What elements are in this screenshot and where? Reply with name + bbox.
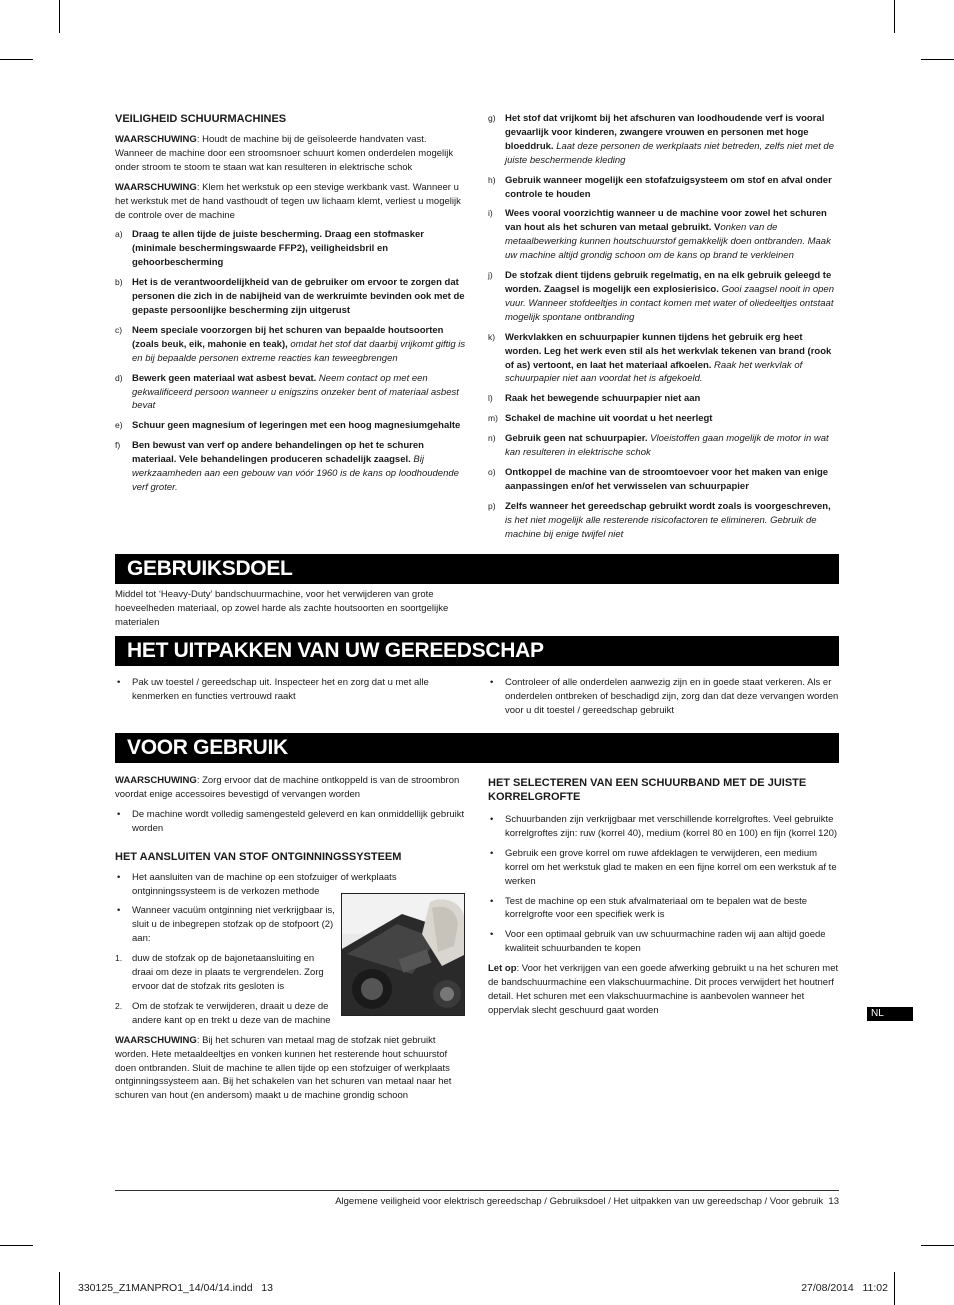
crop-mark: [0, 1245, 33, 1246]
safety-item: k) Werkvlakken en schuurpapier kunnen tijdens het gebruik erg heet worden. Leg het werk even stil als het werkvlak tekenen van brand (rook of as) vertoont, en laat het materiaal afkoelen. Raak het werkvlak of schuurpapier niet aan voordat het is afgekoeld.: [488, 331, 832, 385]
safety-item: l) Raak het bewegende schuurpapier niet aan: [488, 393, 701, 405]
bullet-item: • Pak uw toestel / gereedschap uit. Inspecteer het en zorg dat u met alle kenmerken en functies vertrouwd raakt: [115, 676, 467, 704]
sander-illustration: [342, 894, 465, 1016]
crop-mark: [59, 0, 60, 33]
step-item: 2. Om de stofzak te verwijderen, draait u deze de andere kant op en trekt u deze van de machine: [115, 1000, 331, 1026]
warning-paragraph: WAARSCHUWING: Klem het werkstuk op een stevige werkbank vast. Wanneer u het werkstuk met de hand vasthoudt of tegen uw lichaam klemt, verliest u mogelijk de controle over de machine: [115, 181, 461, 221]
safety-item: a) Draag te allen tijde de juiste bescherming. Draag een stofmasker (minimale beschermingswaarde FFP2), veiligheidsbril en gehoorbescherming: [115, 229, 424, 269]
warning-paragraph: WAARSCHUWING: Bij het schuren van metaal mag de stofzak niet gebruikt worden. Hete metaaldeeltjes en vonken kunnen het resterende hout schuurstof doen ontbranden. Sluit de machine te allen tijde op een stofzuiger of werkplaats ontginningssysteem aan. Bij het schakelen van het schuren van metaal naar het schuren van hout (en andersom) maakt u de machine grondig schoon: [115, 1034, 452, 1102]
safety-item: e) Schuur geen magnesium of legeringen met een hoog magnesiumgehalte: [115, 420, 461, 432]
bullet-item: • Schuurbanden zijn verkrijgbaar met verschillende korrelgroftes. Veel gebruikte korrelgroftes zijn: ruw (korrel 40), medium (korrel 80 en 100) en fijn (korrel 120): [488, 813, 840, 841]
safety-item: o) Ontkoppel de machine van de stroomtoevoer voor het maken van enige aanpassingen en/of het verwisselen van schuurpapier: [488, 466, 829, 492]
section-banner-uitpakken: HET UITPAKKEN VAN UW GEREEDSCHAP: [115, 636, 839, 666]
safety-right-column: [488, 112, 840, 547]
safety-item: b) Het is de verantwoordelijkheid van de gebruiker om ervoor te zorgen dat personen die zich in de nabijheid van de werkruimte bevinden ook met de gepaste persoonlijke bescherming zijn uitgerust: [115, 277, 465, 316]
print-slug-file: 330125_Z1MANPRO1_14/04/14.indd 13: [78, 1282, 273, 1294]
language-tab: NL: [867, 1007, 913, 1021]
voor-gebruik-right: [488, 774, 840, 1024]
bullet-item: • De machine wordt volledig samengesteld geleverd en kan onmiddellijk gebruikt worden: [115, 808, 467, 836]
safety-left-column: [115, 112, 467, 501]
safety-item: n) Gebruik geen nat schuurpapier. Vloeistoffen gaan mogelijk de motor in wat kan resulteren in elektrische schok: [488, 433, 829, 459]
dust-bag-photo: [341, 893, 465, 1016]
crop-mark: [894, 1272, 895, 1305]
safety-item: i) Wees vooral voorzichtig wanneer u de machine voor zowel het schuren van hout als het schuren van metaal gebruikt. Vonken van de metaalbewerking kunnen houtschuurstof gemakkelijk doen ontbranden. Maak uw machine altijd grondig schoon om de kans op brand te verkleinen: [488, 208, 831, 262]
band-heading: HET SELECTEREN VAN EEN SCHUURBAND MET DE JUISTE KORRELGROFTE: [488, 777, 807, 803]
safety-item: c) Neem speciale voorzorgen bij het schuren van bepaalde houtsoorten (zoals beuk, eik, mahonie en teak), omdat het stof dat daarbij vrijkomt giftig is en bij bepaalde personen extreme reacties kan teweegbrengen: [115, 324, 466, 364]
safety-item: p) Zelfs wanneer het gereedschap gebruikt wordt zoals is voorgeschreven, is het niet mogelijk alle resterende risicofactoren te elimineren. Gebruik de machine bij enige twijfel niet: [488, 500, 831, 540]
page-number: 13: [828, 1196, 839, 1207]
bullet-item: • Test de machine op een stuk afvalmateriaal om te bepalen wat de beste korrelgrofte voor een specifiek werk is: [488, 895, 840, 923]
print-slug-date: 27/08/2014 11:02: [801, 1282, 888, 1294]
footer-rule: [115, 1190, 839, 1191]
safety-item: j) De stofzak dient tijdens gebruik regelmatig, en na elk gebruik geleegd te worden. Zaagsel is mogelijk een explosierisico. Gooi zaagsel nooit in open vuur. Wanneer stofdeeltjes in contact komen met water of oliedeeltjes ontstaat mogelijk spontane ontbranding: [488, 270, 834, 323]
warning-paragraph: WAARSCHUWING: Zorg ervoor dat de machine ontkoppeld is van de stroombron voordat enige accessoires bevestigd of vervangen worden: [115, 775, 460, 800]
bullet-item: • Gebruik een grove korrel om ruwe afdeklagen te verwijderen, een medium korrel om het werkstuk glad te maken en een fijne korrel om een werkstuk af te werken: [488, 847, 840, 889]
section-banner-voor-gebruik: VOOR GEBRUIK: [115, 733, 839, 763]
uitpakken-right: [488, 676, 840, 724]
note-paragraph: Let op: Voor het verkrijgen van een goede afwerking gebruikt u na het schuren met de bandschuurmachine een vlakschuurmachine. Dit proces verwijdert het houtnerf detail. Het schuren met een vlakschuurmachine is aanbevolen wanneer het oppervlak slecht geschuurd gaat worden: [488, 963, 839, 1016]
safety-item: h) Gebruik wanneer mogelijk een stofafzuigsysteem om stof en afval onder controle te houden: [488, 174, 832, 200]
crop-mark: [921, 1245, 954, 1246]
bullet-item: • Voor een optimaal gebruik van uw schuurmachine raden wij aan altijd goede kwaliteit schuurbanden te kopen: [488, 928, 840, 956]
gebruiksdoel-text: Middel tot ‘Heavy-Duty’ bandschuurmachine, voor het verwijderen van grote hoeveelheden materiaal, op zowel harde als zachte houtsoorten en soortgelijke materialen: [115, 589, 449, 628]
safety-item: d) Bewerk geen materiaal wat asbest bevat. Neem contact op met een gekwalificeerd persoon wanneer u enigszins onzeker bent of materiaal asbest bevat: [115, 372, 459, 412]
safety-heading: VEILIGHEID SCHUURMACHINES: [115, 113, 287, 125]
step-item: 1. duw de stofzak op de bajonetaansluiting en draai om deze in plaats te vergrendelen. Zorg ervoor dat de stofzak rits gesloten is: [115, 953, 324, 992]
crop-mark: [894, 0, 895, 33]
footer: [335, 1196, 839, 1207]
section-banner-gebruiksdoel: GEBRUIKSDOEL: [115, 554, 839, 584]
crop-mark: [0, 59, 33, 60]
crop-mark: [59, 1272, 60, 1305]
safety-item: f) Ben bewust van verf op andere behandelingen op het te schuren materiaal. Vele behandelingen produceren schadelijk zaagsel. Bij werkzaamheden aan een gebouw van vóór 1960 is de kans op loodhoudende verf groter.: [115, 440, 459, 493]
safety-item: m) Schakel de machine uit voordat u het neerlegt: [488, 413, 713, 425]
safety-item: g) Het stof dat vrijkomt bij het afschuren van loodhoudende verf is vooral gevaarlijk voor kinderen, zwangere vrouwen en personen met hoge bloeddruk. Laat deze personen de werkplaats niet betreden, zelfs niet met de juiste beschermende kleding: [488, 113, 834, 166]
uitpakken-left: [115, 676, 467, 710]
bullet-item: • Het aansluiten van de machine op een stofzuiger of werkplaats ontginningssysteem is de verkozen methode: [115, 871, 412, 899]
bullet-item: • Wanneer vacuüm ontginning niet verkrijgbaar is, sluit u de inbegrepen stofzak op de stofpoort (2) aan:: [115, 904, 337, 946]
dust-heading: HET AANSLUITEN VAN STOF ONTGINNINGSSYSTEEM: [115, 850, 402, 863]
bullet-item: • Controleer of alle onderdelen aanwezig zijn en in goede staat verkeren. Als er onderdelen ontbreken of beschadigd zijn, zorg dan dat deze vervangen worden voor u dit toestel / gereedschap gebruikt: [488, 676, 840, 718]
crop-mark: [921, 59, 954, 60]
footer-breadcrumb: Algemene veiligheid voor elektrisch gereedschap / Gebruiksdoel / Het uitpakken van uw gereedschap / Voor gebruik: [335, 1196, 824, 1207]
warning-paragraph: WAARSCHUWING: Houdt de machine bij de geïsoleerde handvaten vast. Wanneer de machine door een stroomsnoer schuurt komen onderdelen mogelijk onder stroom te stoom te staan wat kan resulteren in elektrische schok: [115, 134, 454, 173]
